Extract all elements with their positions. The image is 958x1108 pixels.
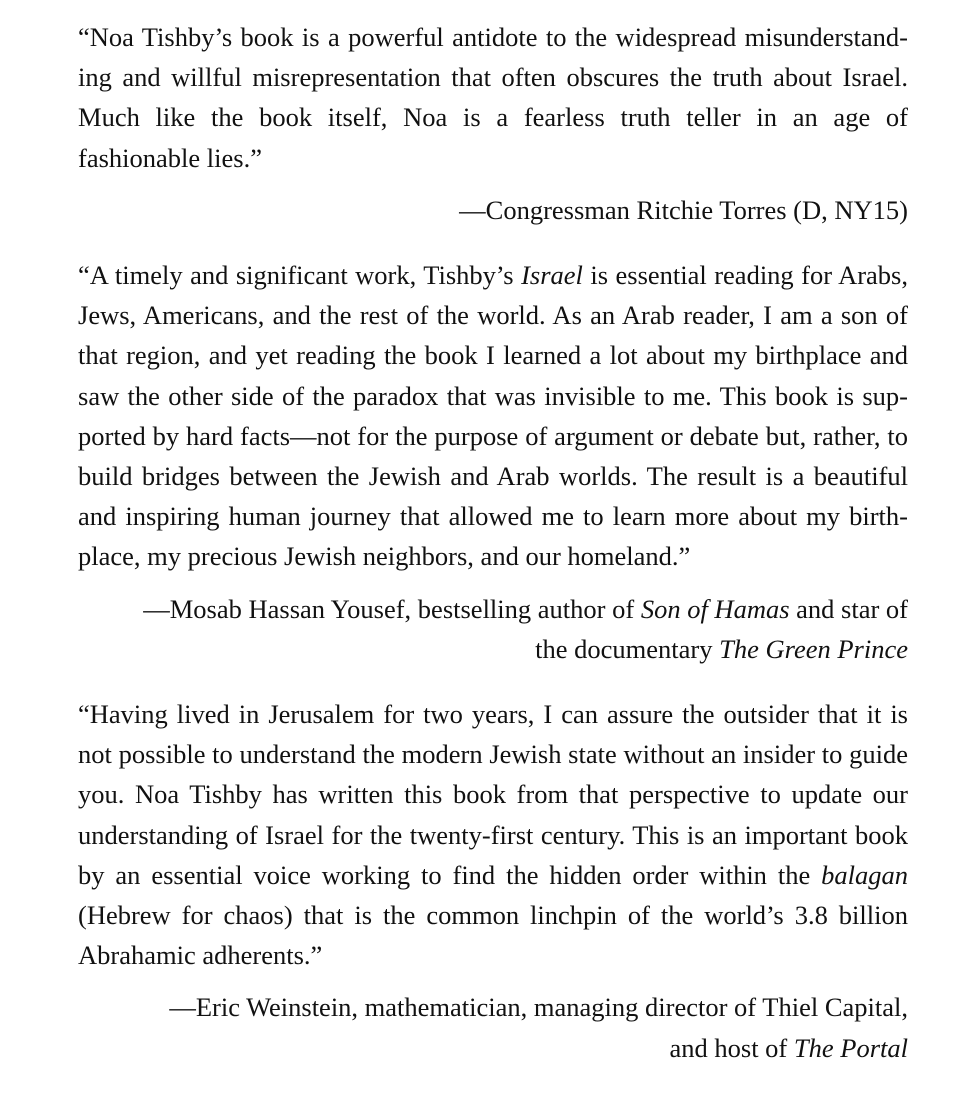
blurb-yousef [78, 255, 908, 669]
quote-text: “Noa Tishby’s book is a powerful antidote to the widespread misunderstanding and willful misrepresentation that often obscures the truth about Israel. Much like the book itself, Noa is a fearless truth teller in an age of fashionable lies.” [78, 22, 908, 173]
quote-attribution [78, 987, 908, 1067]
quote-text-part: is essential reading for Arabs, Jews, Americans, and the rest of the world. As an Arab reader, I am a son of that region, and yet reading the book I learned a lot about my birthplace and saw the other side of the paradox that was invisible to me. This book is supported by hard facts—not for the purpose of argument or debate but, rather, to build bridges between the Jewish and Arab worlds. The result is a beautiful and inspiring human journey that allowed me to learn more about my birthplace, my precious Jewish neighbors, and our homeland.” [78, 260, 908, 572]
quote-text [78, 694, 908, 975]
quote-text-part: (Hebrew for chaos) that is the common linchpin of the world’s 3.8 billion Abrahamic adherents.” [78, 900, 908, 971]
quote-attribution: —Congressman Ritchie Torres (D, NY15) [459, 194, 908, 225]
attribution-part: —Mosab Hassan Yousef, bestselling author of [143, 593, 641, 624]
quote-attribution [78, 589, 908, 669]
blurb-torres [78, 17, 908, 230]
quote-text-part: “A timely and significant work, Tishby’s [78, 260, 522, 291]
podcast-title-italic: The Portal [793, 1032, 908, 1063]
attribution-part: and star of the documentary [535, 593, 908, 664]
blurb-weinstein [78, 694, 908, 1068]
endorsements-page [78, 17, 908, 1093]
quote-text-part: “Having lived in Jerusalem for two years, I can assure the outsider that it is not possible to understand the modern Jewish state without an insider to guide you. Noa Tishby has written this book from that perspective to update our understanding of Israel for the twenty-first century. This is an important book by an essential voice working to find the hidden order within the [78, 699, 908, 890]
book-title-italic: Israel [521, 260, 583, 291]
film-title-italic: The Green Prince [719, 633, 908, 664]
book-title-italic: Son of Hamas [640, 593, 790, 624]
attribution-part: —Eric Weinstein, mathematician, managing director of Thiel Capital, and host of [169, 992, 908, 1063]
hebrew-word-italic: balagan [821, 859, 908, 890]
quote-text [78, 255, 908, 577]
